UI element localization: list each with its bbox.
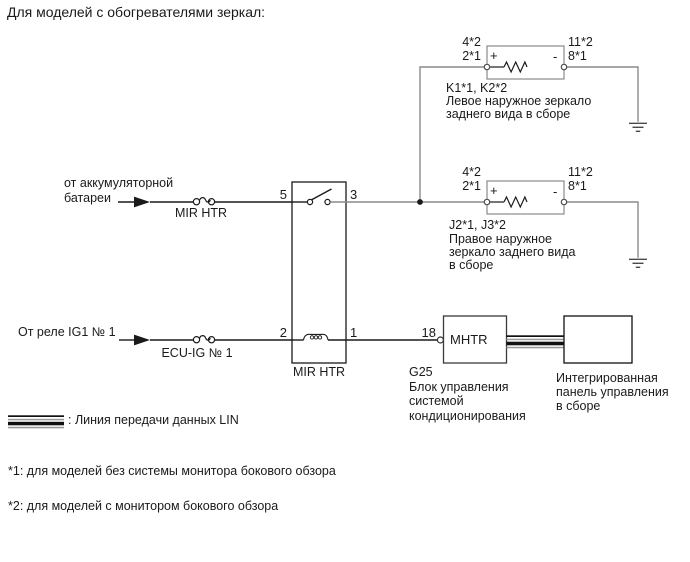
fuse-ecu-ig-label: ECU-IG № 1 (161, 346, 233, 360)
left-mirror-name-line2: заднего вида в сборе (446, 107, 571, 121)
right-mirror-name-line2: зеркало заднего вида (449, 245, 576, 259)
ecu-terminal (437, 337, 443, 343)
panel-box (564, 316, 632, 363)
right-mirror-code: J2*1, J3*2 (449, 218, 506, 232)
ecu-pin-18: 18 (421, 324, 436, 340)
relay-pin-3: 3 (350, 186, 358, 202)
page-title: Для моделей с обогревателями зеркал: (7, 4, 266, 20)
legend-lin-label: : Линия передачи данных LIN (68, 413, 239, 427)
right-mirror-pin-top-right: 11*2 (568, 165, 593, 179)
fuse-mir-htr-label: MIR HTR (174, 205, 228, 220)
right-mirror-plus-sign: + (490, 183, 498, 198)
right-mirror-name-line1: Правое наружное (449, 232, 552, 246)
panel-name-line2: панель управления (556, 385, 669, 399)
legend-lin-icon (8, 415, 64, 428)
relay-pin-1: 1 (350, 324, 358, 340)
junction-dot (417, 199, 423, 205)
right-mirror-pin-top-left: 4*2 (462, 165, 481, 179)
right-mirror-pin-bottom-right: 8*1 (568, 179, 587, 193)
left-mirror-minus-terminal (561, 64, 566, 69)
footnote-1: *1: для моделей без системы монитора бокового обзора (8, 464, 336, 478)
ecu-terminal-label: MHTR (450, 332, 488, 347)
panel-name-line1: Интегрированная (556, 371, 658, 385)
relay-label: MIR HTR (292, 365, 346, 379)
ecu-name-line3: кондиционирования (409, 408, 526, 423)
left-mirror-pin-bottom-left: 2*1 (462, 49, 481, 63)
ecu-name-line2: системой (409, 394, 464, 408)
panel-name-line3: в сборе (556, 399, 601, 413)
relay-pin-2: 2 (279, 324, 287, 340)
battery-arrow-icon (134, 197, 150, 208)
ground-icon-right (629, 259, 647, 267)
battery-source-label-line2: батареи (64, 191, 111, 205)
ecu-code: G25 (409, 365, 433, 379)
right-mirror-name-line3: в сборе (449, 258, 494, 272)
right-mirror-minus-terminal (561, 199, 566, 204)
ecu-name-line1: Блок управления (409, 379, 509, 394)
ig1-source-label: От реле IG1 № 1 (18, 325, 116, 339)
left-mirror-pin-top-left: 4*2 (462, 35, 481, 49)
lin-ribbon (507, 335, 565, 348)
ig1-arrow-icon (134, 335, 150, 346)
right-mirror-minus-sign: - (553, 184, 558, 199)
left-mirror-code: K1*1, K2*2 (446, 81, 508, 95)
left-mirror-pin-bottom-right: 8*1 (568, 49, 587, 63)
battery-source-label-line1: от аккумуляторной (64, 176, 174, 190)
left-mirror-plus-terminal (484, 64, 489, 69)
ground-icon-left (629, 123, 647, 131)
fuse-ecu-ig-icon (193, 336, 214, 343)
left-mirror-name-line1: Левое наружное зеркало (446, 94, 592, 108)
footnote-2: *2: для моделей с монитором бокового обзора (8, 499, 279, 513)
right-mirror-pin-bottom-left: 2*1 (462, 179, 481, 193)
fuse-mir-htr-icon (193, 198, 214, 205)
left-mirror-plus-sign: + (490, 48, 498, 63)
left-mirror-pin-top-right: 11*2 (568, 35, 593, 49)
left-mirror-minus-sign: - (553, 49, 558, 64)
relay-pin-5: 5 (279, 186, 287, 202)
right-mirror-plus-terminal (484, 199, 489, 204)
